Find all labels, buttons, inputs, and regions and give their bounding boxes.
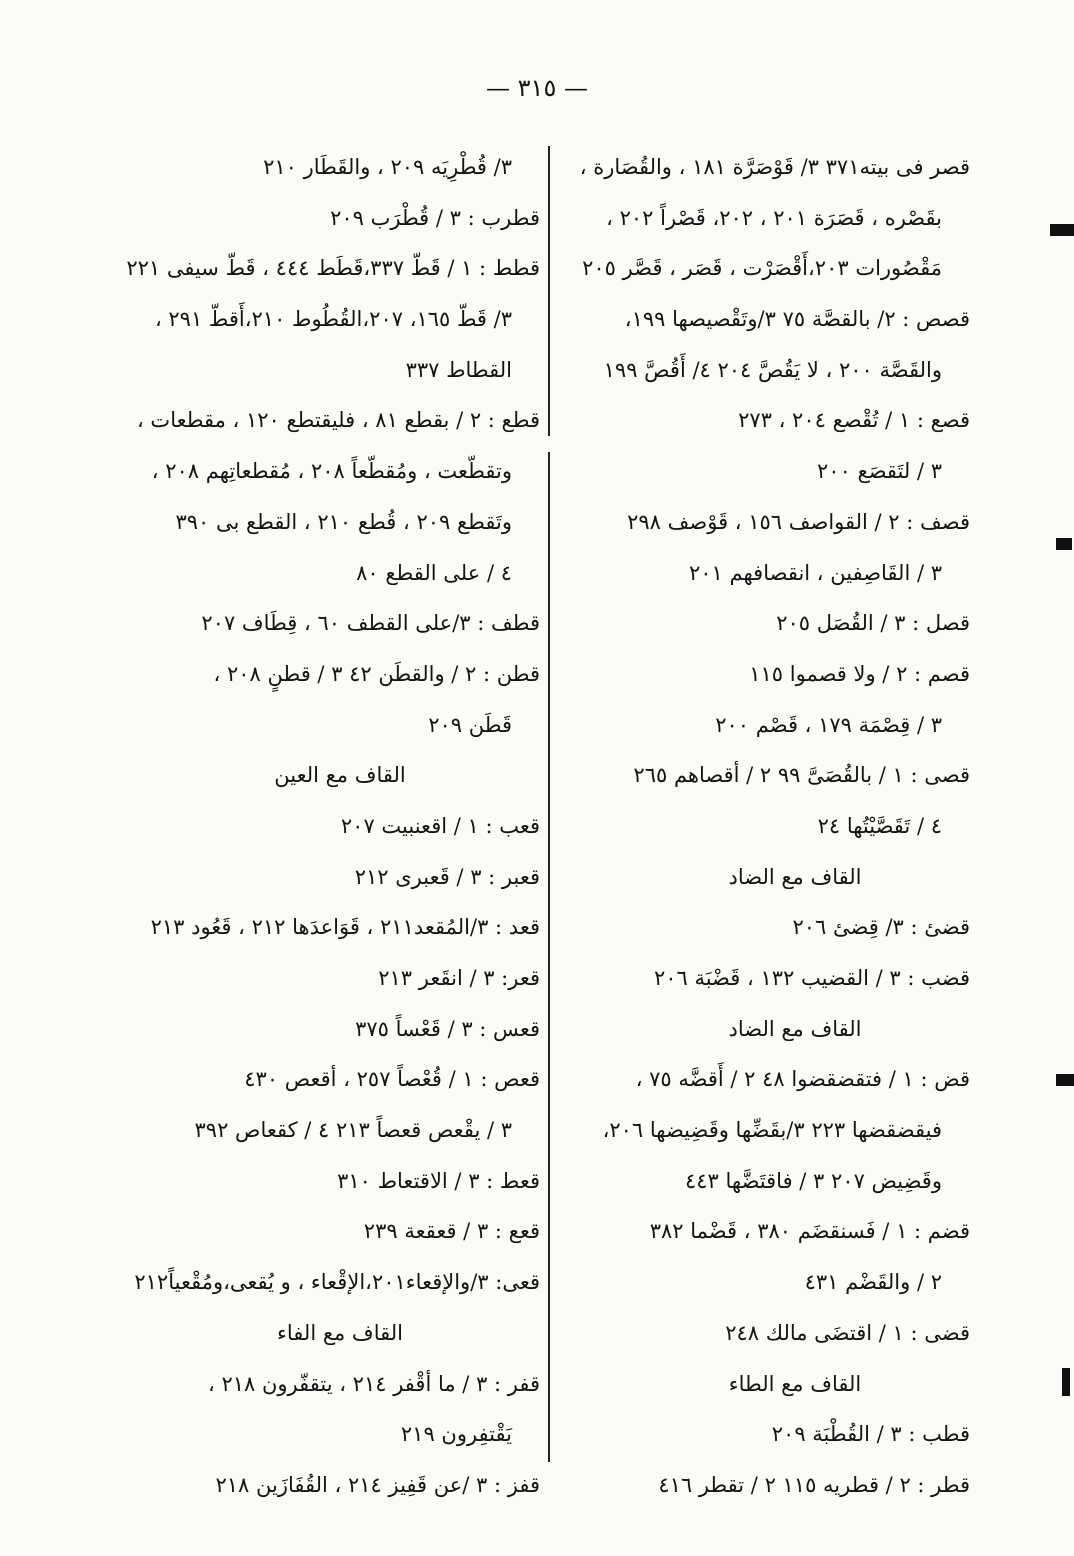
- index-entry-line: قصف : ٢ / القواصف ١٥٦ ، قَوْصف ٢٩٨: [627, 509, 970, 534]
- index-entry-line: قعس : ٣ / قَعْساً ٣٧٥: [355, 1016, 540, 1041]
- index-entry-line: قعبر : ٣ / قَعبرى ٢١٢: [354, 864, 540, 889]
- index-entry-line: قعى: ٣/والإقعاء٢٠١،الإقْعاء ، و يُقعى،ومُقْعياً٢١٢: [134, 1270, 540, 1295]
- section-heading: القاف مع الفاء: [277, 1320, 403, 1345]
- margin-mark: [1056, 1074, 1074, 1086]
- index-entry-line: يَقْتفِرون ٢١٩: [400, 1422, 512, 1447]
- index-entry-line: ٣/ قَطّ ١٦٥، ٢٠٧،القُطُوط ٢١٠،أَقطّ ٢٩١ ،: [154, 307, 512, 332]
- index-entry-line: قفز : ٣ /عن قَفِيز ٢١٤ ، القُفَازَين ٢١٨: [215, 1472, 540, 1497]
- column-divider: [548, 452, 550, 1462]
- index-entry-line: فيقضقضها ٢٢٣ ٣/بقَضِّها وقَضِيضها ٢٠٦،: [602, 1118, 942, 1143]
- index-entry-line: قطرب : ٣ / قُطْرَب ٢٠٩: [330, 205, 540, 230]
- index-entry-line: قعد : ٣/المُقعد٢١١ ، قَوَاعدَها ٢١٢ ، قَعُود ٢١٣: [150, 915, 540, 940]
- index-entry-line: قعر: ٣ / انقَعر ٢١٣: [378, 966, 540, 990]
- index-entry-line: قفر : ٣ / ما أقْفر ٢١٤ ، يتقفّرون ٢١٨ ،: [207, 1371, 540, 1396]
- margin-mark: [1056, 538, 1072, 550]
- index-entry-line: بقَصْره ، قَصَرَة ٢٠١ ، ٢٠٢، قَصْراً ٢٠٢ ،: [606, 205, 942, 230]
- index-entry-line: قضم : ١ / فَسنقضَم ٣٨٠ ، قَضْما ٣٨٢: [649, 1219, 970, 1244]
- page-number: — ٣١٥ —: [486, 74, 588, 102]
- index-entry-line: قعط : ٣ / الاقتعاط ٣١٠: [337, 1168, 540, 1193]
- column-divider: [548, 146, 550, 436]
- index-entry-line: ٣ / يقْعص قعصاً ٢١٣ ٤ / كقعاص ٣٩٢: [194, 1118, 512, 1143]
- index-entry-line: قعص : ١ / قُعْصاً ٢٥٧ ، أقعص ٤٣٠: [244, 1067, 540, 1092]
- index-entry-line: مَقْصُورات ٢٠٣،أَقْصَرْت ، قَصَر ، قَصَّر ٢٠٥: [582, 256, 942, 281]
- index-entry-line: قطن : ٢ / والقطَن ٤٢ ٣ / قطنٍ ٢٠٨ ،: [213, 661, 540, 686]
- index-entry-line: قضئ : ٣/ قِضئ ٢٠٦: [792, 915, 970, 940]
- index-entry-line: قصر فى بيته٣٧١ ٣/ قَوْصَرَّة ١٨١ ، والقُصَارة ،: [579, 155, 970, 179]
- index-entry-line: قَطَن ٢٠٩: [428, 712, 512, 737]
- index-entry-line: ٤ / على القطع ٨٠: [356, 560, 512, 585]
- index-entry-line: قضب : ٣ / القضيب ١٣٢ ، قَضْبَة ٢٠٦: [653, 966, 970, 990]
- index-entry-line: وقَضِيض ٢٠٧ ٣ / فاقتَضَّها ٤٤٣: [685, 1168, 942, 1193]
- index-entry-line: ٣ / لتَقصَع ٢٠٠: [817, 459, 942, 484]
- index-entry-line: ٣ / القَاصِفين ، انقصافهم ٢٠١: [689, 560, 942, 585]
- index-entry-line: قعع : ٣ / قعقعة ٢٣٩: [363, 1219, 540, 1244]
- index-entry-line: قصى : ١ / بالقُصَىَّ ٩٩ ٢ / أقصاهم ٢٦٥: [633, 763, 970, 788]
- index-entry-line: ٣ / قِصْمَة ١٧٩ ، قَصْم ٢٠٠: [715, 712, 942, 737]
- index-entry-line: قصم : ٢ / ولا قصموا ١١٥: [749, 661, 970, 686]
- index-entry-line: القطاط ٣٣٧: [405, 357, 512, 382]
- index-entry-line: والقَصَّة ٢٠٠ ، لا يَقُصَّ ٢٠٤ ٤/ أَقُصَّ ١٩٩: [603, 357, 942, 382]
- index-entry-line: قصص : ٢/ بالقصَّة ٧٥ ٣/وتَقْصيصها ١٩٩،: [624, 307, 970, 332]
- index-entry-line: ٣/ قُطْرِيَه ٢٠٩ ، والقَطَار ٢١٠: [263, 155, 512, 179]
- left-column: [100, 142, 540, 1511]
- index-entry-line: قطف : ٣/على القطف ٦٠ ، قِطَاف ٢٠٧: [201, 611, 540, 636]
- index-entry-line: قطط : ١ / قَطّ ٣٣٧،قَطَط ٤٤٤ ، قَطّ سيفى ٢٢١: [126, 256, 540, 281]
- section-heading: القاف مع الطاء: [728, 1371, 862, 1396]
- index-entry-line: قض : ١ / فتقضقضوا ٤٨ ٢ / أَقضَّه ٧٥ ،: [635, 1067, 970, 1092]
- index-entry-line: وتَقطع ٢٠٩ ، قُطع ٢١٠ ، القطع بى ٣٩٠: [175, 509, 512, 534]
- right-column: [560, 142, 970, 1511]
- index-entry-line: ٢ / والقَضْم ٤٣١: [804, 1270, 942, 1295]
- index-entry-line: وتقطّعت ، ومُقطّعاً ٢٠٨ ، مُقطعاتِهم ٢٠٨ ،: [151, 459, 512, 484]
- index-entry-line: قطر : ٢ / قطريه ١١٥ ٢ / تقطر ٤١٦: [658, 1472, 970, 1497]
- margin-mark: [1062, 1368, 1070, 1396]
- section-heading: القاف مع العين: [274, 763, 406, 788]
- index-entry-line: قصع : ١ / تُقْصع ٢٠٤ ، ٢٧٣: [738, 408, 970, 433]
- section-heading: القاف مع الضاد: [728, 1016, 862, 1041]
- index-entry-line: قطع : ٢ / بقطع ٨١ ، فليقتطع ١٢٠ ، مقطعات ،: [136, 408, 540, 433]
- index-entry-line: قضى : ١ / اقتضَى مالك ٢٤٨: [725, 1320, 970, 1345]
- index-entry-line: قصل : ٣ / القُصَل ٢٠٥: [776, 611, 970, 636]
- section-heading: القاف مع الضاد: [728, 864, 862, 889]
- index-entry-line: ٤ / تَقَصَّيْتُها ٢٤: [817, 813, 942, 838]
- index-entry-line: قعب : ١ / اقعنبيت ٢٠٧: [340, 813, 540, 838]
- margin-mark: [1050, 224, 1074, 236]
- index-entry-line: قطب : ٣ / القُطْبَة ٢٠٩: [771, 1422, 970, 1447]
